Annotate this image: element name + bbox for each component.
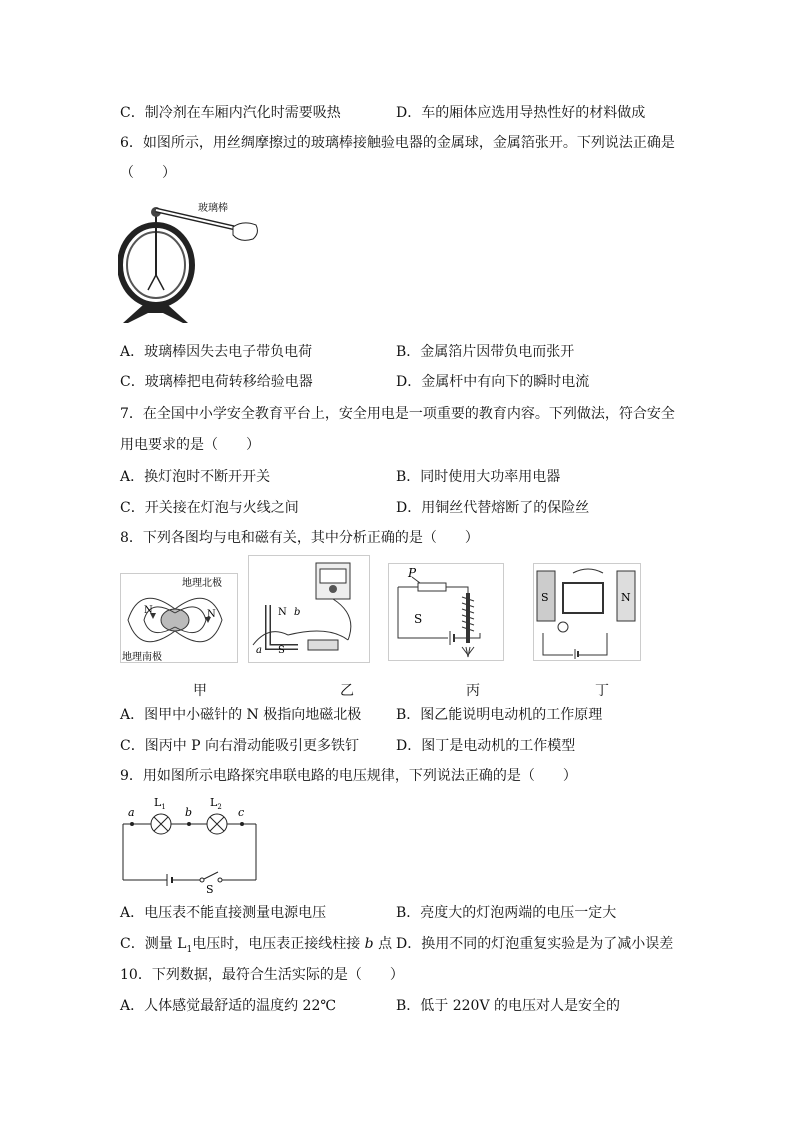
magnet-n-pole: N [621, 591, 631, 604]
q6-option-d: D．金属杆中有向下的瞬时电流 [396, 374, 590, 390]
point-c: c [238, 806, 245, 819]
point-a-label: a [256, 645, 262, 656]
needle-n-left: N [144, 605, 153, 616]
caption-ding: 丁 [595, 683, 609, 699]
q7-option-b: B．同时使用大功率用电器 [396, 469, 561, 485]
electromagnet-figure [388, 563, 504, 661]
magnet-s-label: S [278, 645, 285, 656]
q5-option-d: D．车的厢体应选用导热性好的材料做成 [396, 105, 646, 121]
magnet-s-pole: S [541, 591, 549, 604]
point-b-label: b [294, 607, 301, 618]
lamp-l2-label: $L_2$ [210, 796, 222, 811]
caption-jia: 甲 [193, 683, 207, 699]
caption-yi: 乙 [340, 683, 354, 699]
q7-option-d: D．用铜丝代替熔断了的保险丝 [396, 500, 590, 516]
q10-option-b: B．低于 220V 的电压对人是安全的 [396, 998, 621, 1014]
q9-option-b: B．亮度大的灯泡两端的电压一定大 [396, 905, 617, 921]
slider-p-label: P [408, 566, 417, 580]
q9-option-d: D．换用不同的灯泡重复实验是为了减小误差 [396, 936, 674, 952]
electroscope-figure [118, 195, 263, 330]
series-circuit-figure [118, 792, 263, 894]
q9-stem: 9．用如图所示电路探究串联电路的电压规律，下列说法正确的是（ ） [120, 768, 577, 784]
caption-bing: 丙 [466, 683, 480, 699]
q9-option-c: C．测量 $L_1$电压时，电压表正接线柱接 b 点 [120, 936, 393, 955]
q10-stem: 10．下列数据，最符合生活实际的是（ ） [120, 967, 404, 983]
q8-option-a: A．图甲中小磁针的 N 极指向地磁北极 [120, 707, 362, 723]
q7-option-a: A．换灯泡时不断开开关 [120, 469, 271, 485]
lamp-l1-label: $L_1$ [154, 796, 166, 811]
glass-rod-label: 玻璃棒 [198, 203, 228, 214]
switch-s: S [206, 883, 214, 894]
point-b: b [185, 806, 193, 819]
q8-stem: 8．下列各图均与电和磁有关，其中分析正确的是（ ） [120, 530, 479, 546]
q6-paren: （ ） [120, 165, 176, 181]
point-a: a [128, 806, 135, 819]
q7-option-c: C．开关接在灯泡与火线之间 [120, 500, 299, 516]
q8-option-c: C．图丙中 P 向右滑动能吸引更多铁钉 [120, 738, 360, 754]
motor-model-figure [533, 563, 641, 661]
q7-stem-line1: 7．在全国中小学安全教育平台上，安全用电是一项重要的教育内容。下列做法，符合安全 [120, 406, 675, 422]
induction-experiment-figure [248, 555, 370, 663]
q6-option-c: C．玻璃棒把电荷转移给验电器 [120, 374, 313, 390]
q8-option-b: B．图乙能说明电动机的工作原理 [396, 707, 603, 723]
q5-option-c: C．制冷剂在车厢内汽化时需要吸热 [120, 105, 341, 121]
earth-magnetic-field-figure [120, 573, 238, 663]
geo-south-label: 地理南极 [122, 652, 162, 663]
switch-s-label: S [414, 612, 423, 626]
magnet-n-label: N [278, 607, 287, 618]
q6-option-b: B．金属箔片因带负电而张开 [396, 344, 575, 360]
q6-stem: 6．如图所示，用丝绸摩擦过的玻璃棒接触验电器的金属球，金属箔张开。下列说法正确是 [120, 135, 675, 151]
needle-n-right: N [207, 609, 216, 620]
q9-option-a: A．电压表不能直接测量电源电压 [120, 905, 327, 921]
q6-option-a: A．玻璃棒因失去电子带负电荷 [120, 344, 313, 360]
geo-north-label: 地理北极 [182, 578, 222, 589]
q10-option-a: A．人体感觉最舒适的温度约 22℃ [120, 998, 337, 1014]
q7-stem-line2: 用电要求的是（ ） [120, 437, 260, 453]
q8-option-d: D．图丁是电动机的工作模型 [396, 738, 576, 754]
